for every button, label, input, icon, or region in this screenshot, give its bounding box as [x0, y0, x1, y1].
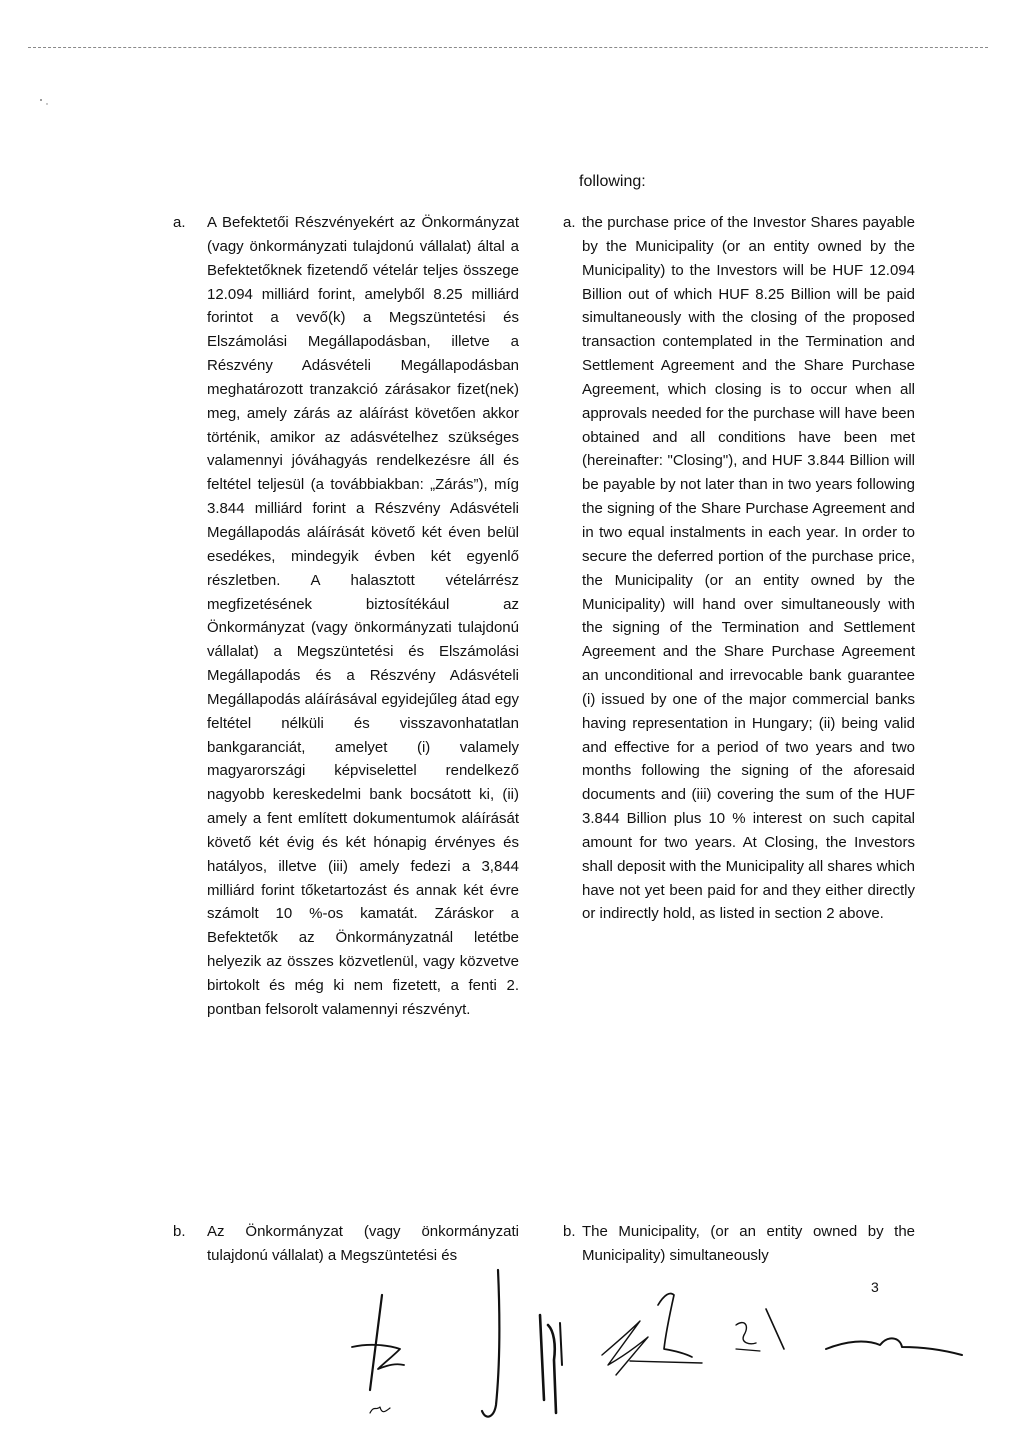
clause-text: A Befektetői Részvényekért az Önkormányzat (vagy önkormányzati tulajdonú vállalat) által a Befektetőknek fizetendő vételár teljes összege 12.094 milliárd forint, amelyből 8.25 milliárd forintot a vevő(k) a Megszüntetési és Elszámolási Megállapodásban, illetve a Részvény Adásvételi Megállapodásban meghatározott tranzakció zárásakor fizet(nek) meg, amely zárás az aláírást követően akkor történik, amikor az adásvételhez szükséges valamennyi jóváhagyás rendelkezésre áll és feltétel teljesül (a továbbiakban: „Zárás”), míg 3.844 milliárd forint a Részvény Adásvételi Megállapodás aláírását követő két éven belül esedékes, mindegyik évben két egyenlő részletben. A halasztott vételárrész megfizetésének biztosítékául az Önkormányzat (vagy önkormányzati tulajdonú vállalat) a Megszüntetési és Elszámolási Megállapodás és a Részvény Adásvételi Megállapodás aláírásával egyidejűleg átad egy feltétel nélküli és visszavonhatatlan bankgaranciát, amelyet (i) valamely magyarországi képviselettel rendelkező nagyobb kereskedelmi bank bocsátott ki, (ii) amely a fent említett dokumentumok aláírását követő két évig és két hónapig érvényes és hatályos, illetve (iii) amely fedezi a 3,844 milliárd forint tőketartozást és annak két évre számolt 10 %-os kamatát. Záráskor a Befektetők az Önkormányzatnál letétbe helyezik az összes közvetlenül, vagy közvetve birtokolt és még ki nem fizetett, a fenti 2. pontban felsorolt valamennyi részvényt. — [207, 214, 519, 1018]
clause-text: Az Önkormányzat (vagy önkormányzati tulajdonú vállalat) a Megszüntetési és — [207, 1223, 519, 1264]
signature-1 — [352, 1295, 404, 1413]
clause-text: The Municipality, (or an entity owned by the Municipality) simultaneously — [582, 1223, 915, 1264]
signature-3 — [540, 1315, 562, 1413]
continuation-text: following: — [579, 173, 646, 190]
english-clause-a — [563, 211, 915, 926]
clause-marker: b. — [563, 1223, 576, 1240]
english-clause-b — [563, 1220, 915, 1268]
clause-text: the purchase price of the Investor Shares payable by the Municipality (or an entity owned by the Municipality) to the Investors will be HUF 12.094 Billion out of which HUF 8.25 Billion will be paid simultaneously with the closing of the proposed transaction contemplated in the Termination and Settlement Agreement and the Share Purchase Agreement, which closing is to occur when all approvals needed for the purchase will have been obtained and all conditions have been met (hereinafter: "Closing"), and HUF 3.844 Billion will be payable by not later than in two years following the signing of the Share Purchase Agreement and in two equal instalments in each year. In order to secure the deferred portion of the purchase price, the Municipality (or an entity owned by the Municipality) will hand over simultaneously with the signing of the Termination and Settlement Agreement and the Share Purchase Agreement an unconditional and irrevocable bank guarantee (i) issued by one of the major commercial banks having representation in Hungary; (ii) being valid and effective for a period of two years and two months following the signing of the aforesaid documents and (iii) covering the sum of the HUF 3.844 Billion plus 10 % interest on such capital amount for two years. At Closing, the Investors shall deposit with the Municipality all shares which have not yet been paid for and they either directly or indirectly hold, as listed in section 2 above. — [582, 214, 915, 923]
signature-2 — [482, 1270, 499, 1417]
hungarian-clause-b — [173, 1220, 519, 1268]
signatures-row — [340, 1265, 980, 1435]
scan-speck-marks — [38, 96, 58, 116]
hungarian-clause-a — [173, 211, 519, 1022]
signature-5 — [736, 1309, 784, 1351]
clause-marker: a. — [173, 214, 186, 231]
clause-marker: a. — [563, 214, 576, 231]
page-number: 3 — [871, 1279, 879, 1295]
scan-top-rule — [28, 47, 988, 48]
signature-6 — [826, 1338, 962, 1355]
signature-4 — [602, 1293, 702, 1375]
clause-marker: b. — [173, 1223, 186, 1240]
